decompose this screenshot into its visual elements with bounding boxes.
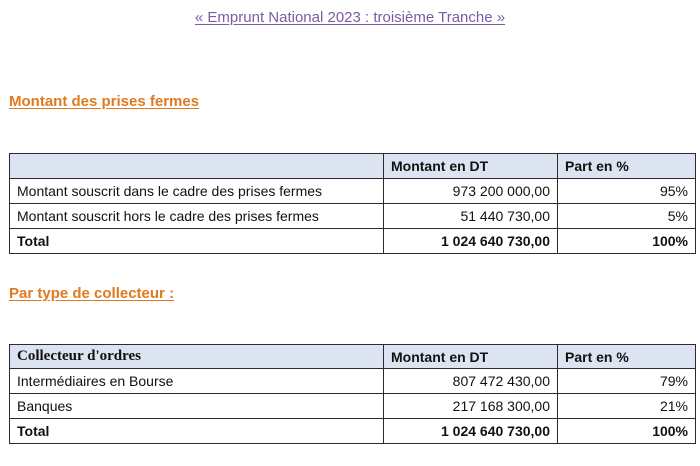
total-amount: 1 024 640 730,00 [384,229,558,254]
column-header-share: Part en % [558,345,696,369]
total-amount: 1 024 640 730,00 [384,419,558,444]
row-share: 79% [558,369,696,394]
row-label: Intermédiaires en Bourse [10,369,384,394]
row-amount: 217 168 300,00 [384,394,558,419]
table-row [10,179,696,204]
section-heading-prises-fermes: Montant des prises fermes [9,93,200,110]
row-share: 95% [558,179,696,204]
row-amount: 51 440 730,00 [384,204,558,229]
column-header-amount: Montant en DT [384,345,558,369]
total-share: 100% [558,229,696,254]
row-amount: 973 200 000,00 [384,179,558,204]
row-label: Montant souscrit dans le cadre des prises fermes [10,179,384,204]
column-header-amount: Montant en DT [384,154,558,179]
row-share: 5% [558,204,696,229]
table-prises-fermes [9,153,696,254]
table-row [10,204,696,229]
row-share: 21% [558,394,696,419]
column-header-collecteur: Collecteur d'ordres [10,345,384,369]
total-label: Total [10,419,384,444]
table-row [10,369,696,394]
column-header-label [10,154,384,179]
table-row [10,394,696,419]
section-heading-collecteur: Par type de collecteur : [9,285,175,302]
row-label: Montant souscrit hors le cadre des prises fermes [10,204,384,229]
column-header-share: Part en % [558,154,696,179]
table-header-row [10,154,696,179]
table-collecteur [9,344,696,444]
row-amount: 807 472 430,00 [384,369,558,394]
total-label: Total [10,229,384,254]
row-label: Banques [10,394,384,419]
total-share: 100% [558,419,696,444]
table-total-row [10,229,696,254]
table-header-row [10,345,696,369]
document-title: « Emprunt National 2023 : troisième Tranche » [194,9,506,26]
table-total-row [10,419,696,444]
